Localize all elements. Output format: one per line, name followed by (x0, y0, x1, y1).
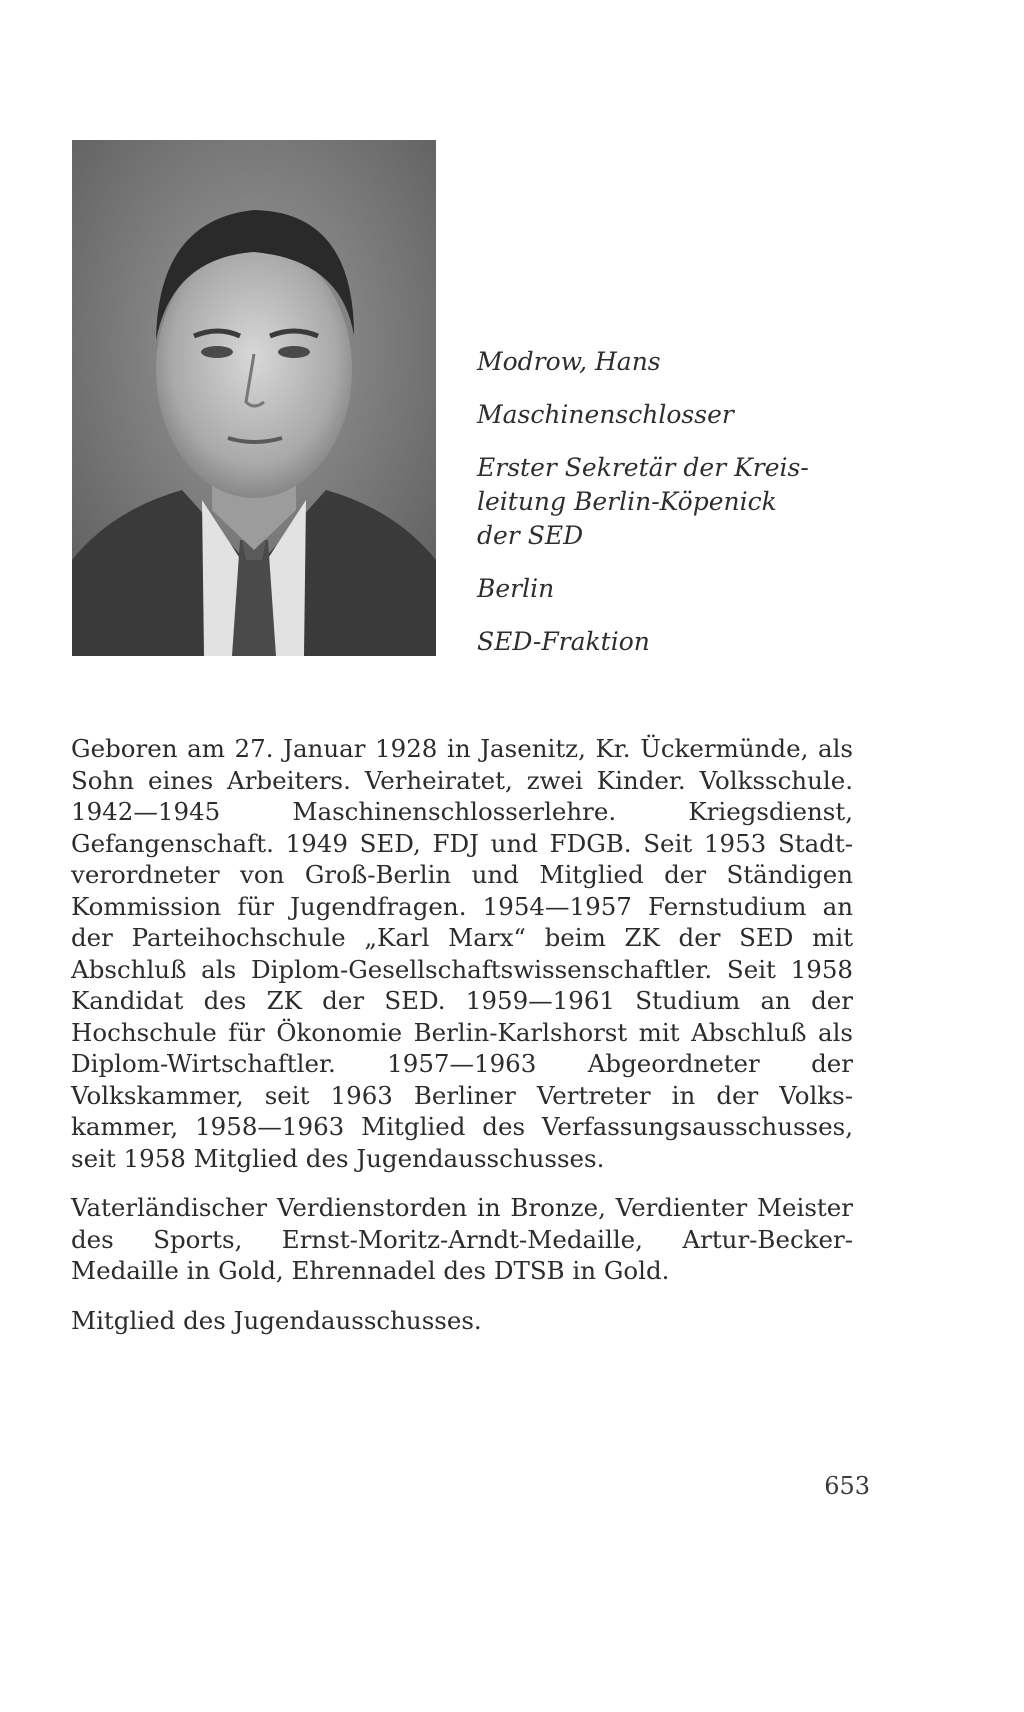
biography-paragraph: Geboren am 27. Januar 1928 in Jasenitz, Kr. Ückermünde, als Sohn eines Arbeiters. Verheiratet, zwei Kinder. Volksschule. 1942—1945 Maschinenschlosserlehre. Kriegsdienst, Gefangenschaft. 1949 SED, FDJ und FDGB. Seit 1953 Stadtverordneter von Groß-Berlin und Mitglied der Ständigen Kommission für Jugendfragen. 1954—1957 Fernstudium an der Parteihochschule „Karl Marx“ beim ZK der SED mit Abschluß als Diplom-Gesellschaftswissenschaftler. Seit 1958 Kandidat des ZK der SED. 1959—1961 Studium an der Hochschule für Ökonomie Berlin-Karlshorst mit Abschluß als Diplom-Wirtschaftler. 1957—1963 Abgeordneter der Volkskammer, seit 1963 Berliner Vertreter in der Volkskammer, 1958—1963 Mitglied des Verfassungsausschusses, seit 1958 Mitglied des Jugendausschusses. (71, 734, 853, 1173)
person-city: Berlin (477, 574, 555, 603)
person-position-line: der SED (477, 521, 584, 550)
portrait-photo (72, 140, 436, 656)
page-number: 653 (824, 1472, 870, 1500)
awards-paragraph: Vaterländischer Verdienstorden in Bronze, Verdienter Meister des Sports, Ernst-Moritz-Arndt-Medaille, Artur-Becker-Medaille in Gold, Ehrennadel des DTSB in Gold. (71, 1193, 853, 1285)
membership-paragraph: Mitglied des Jugendausschusses. (71, 1305, 482, 1335)
caption-block (477, 345, 857, 678)
person-faction: SED-Fraktion (477, 627, 650, 656)
person-occupation: Maschinenschlosser (477, 400, 734, 429)
person-name: Modrow, Hans (477, 347, 661, 376)
person-position-line: Erster Sekretär der Kreis- (477, 453, 809, 482)
person-position (477, 451, 857, 553)
biography (71, 733, 853, 1336)
person-position-line: leitung Berlin-Köpenick (477, 487, 777, 516)
portrait-photo-icon (72, 140, 436, 656)
